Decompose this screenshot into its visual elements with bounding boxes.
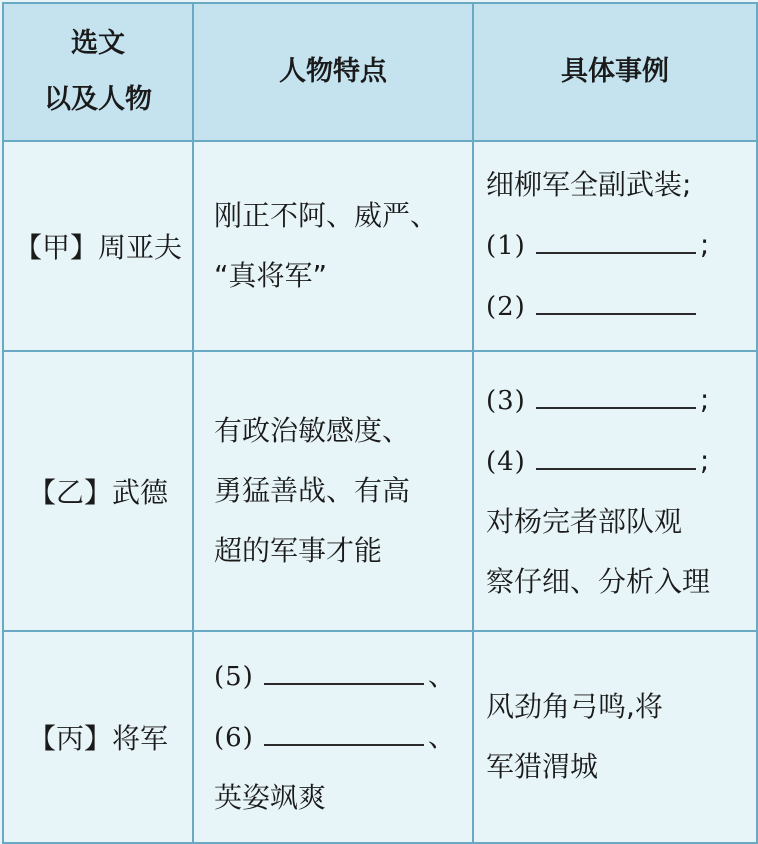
blank-item-2 — [486, 276, 748, 337]
answer-blank-2[interactable] — [536, 291, 696, 315]
header-examples: 具体事例 — [473, 3, 757, 141]
punctuation: 、 — [427, 720, 456, 753]
punctuation: 、 — [427, 659, 456, 692]
answer-blank-3[interactable] — [536, 385, 696, 409]
blank-item-4 — [486, 431, 748, 492]
blank-item-1 — [486, 215, 748, 276]
example-line: 对杨完者部队观 — [486, 505, 683, 538]
blank-item-3 — [486, 370, 748, 431]
trait-line: 刚正不阿、威严、 — [214, 199, 439, 232]
trait-line: 英姿飒爽 — [214, 781, 327, 814]
blank-number: (2) — [486, 292, 526, 322]
blank-number: (5) — [214, 662, 254, 692]
blank-number: (6) — [214, 723, 254, 753]
punctuation: ; — [699, 444, 710, 477]
trait-line: “真将军” — [214, 259, 328, 292]
answer-blank-1[interactable] — [536, 230, 696, 254]
answer-blank-5[interactable] — [264, 661, 424, 685]
traits-cell — [193, 631, 473, 843]
table-row — [3, 141, 757, 351]
traits-cell — [193, 141, 473, 351]
example-line: 军猎渭城 — [486, 750, 599, 783]
blank-number: (3) — [486, 386, 526, 416]
trait-line: 超的军事才能 — [214, 534, 383, 567]
punctuation: ; — [699, 228, 710, 261]
person-wu-de: 【乙】武德 — [3, 351, 193, 631]
answer-blank-4[interactable] — [536, 446, 696, 470]
blank-item-5 — [214, 646, 464, 707]
example-line: 风劲角弓鸣,将 — [486, 690, 663, 723]
comparison-table — [2, 2, 758, 844]
table-row — [3, 351, 757, 631]
table-row — [3, 631, 757, 843]
blank-number: (1) — [486, 231, 526, 261]
blank-item-6 — [214, 707, 464, 768]
person-general: 【丙】将军 — [3, 631, 193, 843]
traits-cell — [193, 351, 473, 631]
header-col1-line1: 选文 — [71, 28, 125, 59]
header-row — [3, 3, 757, 141]
answer-blank-6[interactable] — [264, 722, 424, 746]
trait-line: 有政治敏感度、 — [214, 414, 411, 447]
blank-number: (4) — [486, 447, 526, 477]
header-selection-person — [3, 3, 193, 141]
header-col1-line2: 以及人物 — [44, 84, 152, 115]
person-zhou-yafu: 【甲】周亚夫 — [3, 141, 193, 351]
punctuation: ; — [699, 383, 710, 416]
header-traits: 人物特点 — [193, 3, 473, 141]
examples-cell — [473, 141, 757, 351]
examples-cell — [473, 631, 757, 843]
example-line: 察仔细、分析入理 — [486, 565, 711, 598]
trait-line: 勇猛善战、有高 — [214, 474, 411, 507]
examples-cell — [473, 351, 757, 631]
example-line: 细柳军全副武装; — [486, 168, 692, 201]
